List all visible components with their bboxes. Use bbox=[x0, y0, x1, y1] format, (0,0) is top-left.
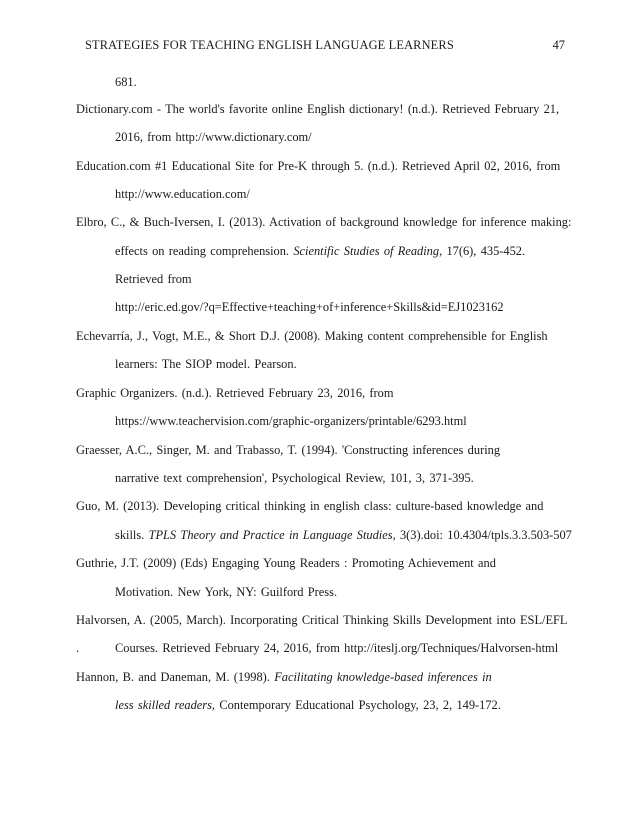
reference-text: effects on reading comprehension. bbox=[115, 244, 290, 258]
reference-entry-first-line: Graphic Organizers. (n.d.). Retrieved February 23, 2016, from bbox=[76, 386, 394, 400]
reference-entry-line bbox=[115, 699, 501, 711]
reference-entry-first-line: Education.com #1 Educational Site for Pre-K through 5. (n.d.). Retrieved April 02, 2016, from bbox=[76, 159, 561, 173]
reference-entry-line: http://www.education.com/ bbox=[115, 187, 250, 201]
reference-entry-first-line: Guthrie, J.T. (2009) (Eds) Engaging Young Readers : Promoting Achievement and bbox=[76, 556, 496, 570]
article-title: Facilitating knowledge-based inferences in bbox=[274, 670, 492, 684]
reference-entry-first-line: Guo, M. (2013). Developing critical thinking in english class: culture-based knowledge and bbox=[76, 499, 544, 513]
reference-url: http://eric.ed.gov/?q=Effective+teaching+of+inference+Skills&id=EJ1023162 bbox=[115, 300, 504, 314]
reference-entry-line: narrative text comprehension', Psychological Review, 101, 3, 371-395. bbox=[115, 471, 474, 485]
reference-entry-line: 2016, from http://www.dictionary.com/ bbox=[115, 130, 312, 144]
reference-text: Hannon, B. and Daneman, M. (1998). bbox=[76, 670, 270, 684]
running-head: STRATEGIES FOR TEACHING ENGLISH LANGUAGE LEARNERS bbox=[85, 38, 454, 52]
reference-entry-line bbox=[115, 245, 525, 257]
reference-entry-line: learners: The SIOP model. Pearson. bbox=[115, 357, 297, 371]
reference-entry-first-line: Halvorsen, A. (2005, March). Incorporating Critical Thinking Skills Development into ESL/EFL bbox=[76, 613, 568, 627]
stray-period: . bbox=[76, 641, 80, 655]
reference-entry-line bbox=[115, 529, 572, 541]
reference-text: , 17(6), 435-452. bbox=[439, 244, 526, 258]
reference-entry-line: Courses. Retrieved February 24, 2016, from http://iteslj.org/Techniques/Halvorsen-html bbox=[115, 641, 559, 655]
reference-entry-line: Motivation. New York, NY: Guilford Press. bbox=[115, 585, 338, 599]
reference-text: skills. bbox=[115, 528, 145, 542]
journal-title: TPLS Theory and Practice in Language Studies bbox=[148, 528, 393, 542]
reference-entry-first-line: Elbro, C., & Buch-Iversen, I. (2013). Activation of background knowledge for inference making: bbox=[76, 215, 572, 229]
page-number: 47 bbox=[552, 38, 565, 52]
reference-entry-first-line bbox=[76, 671, 492, 683]
article-title: less skilled readers bbox=[115, 698, 212, 712]
reference-entry-first-line: Echevarría, J., Vogt, M.E., & Short D.J. (2008). Making content comprehensible for English bbox=[76, 329, 548, 343]
reference-url: https://www.teachervision.com/graphic-organizers/printable/6293.html bbox=[115, 414, 467, 428]
reference-entry-line: Retrieved from bbox=[115, 272, 192, 286]
reference-continuation: 681. bbox=[115, 75, 137, 89]
reference-text: , 3(3).doi: 10.4304/tpls.3.3.503-507 bbox=[392, 528, 572, 542]
reference-text: , Contemporary Educational Psychology, 23, 2, 149-172. bbox=[211, 698, 501, 712]
journal-title: Scientific Studies of Reading bbox=[293, 244, 440, 258]
reference-entry-first-line: Dictionary.com - The world's favorite online English dictionary! (n.d.). Retrieved February 21, bbox=[76, 102, 560, 116]
reference-entry-first-line: Graesser, A.C., Singer, M. and Trabasso, T. (1994). 'Constructing inferences during bbox=[76, 443, 501, 457]
